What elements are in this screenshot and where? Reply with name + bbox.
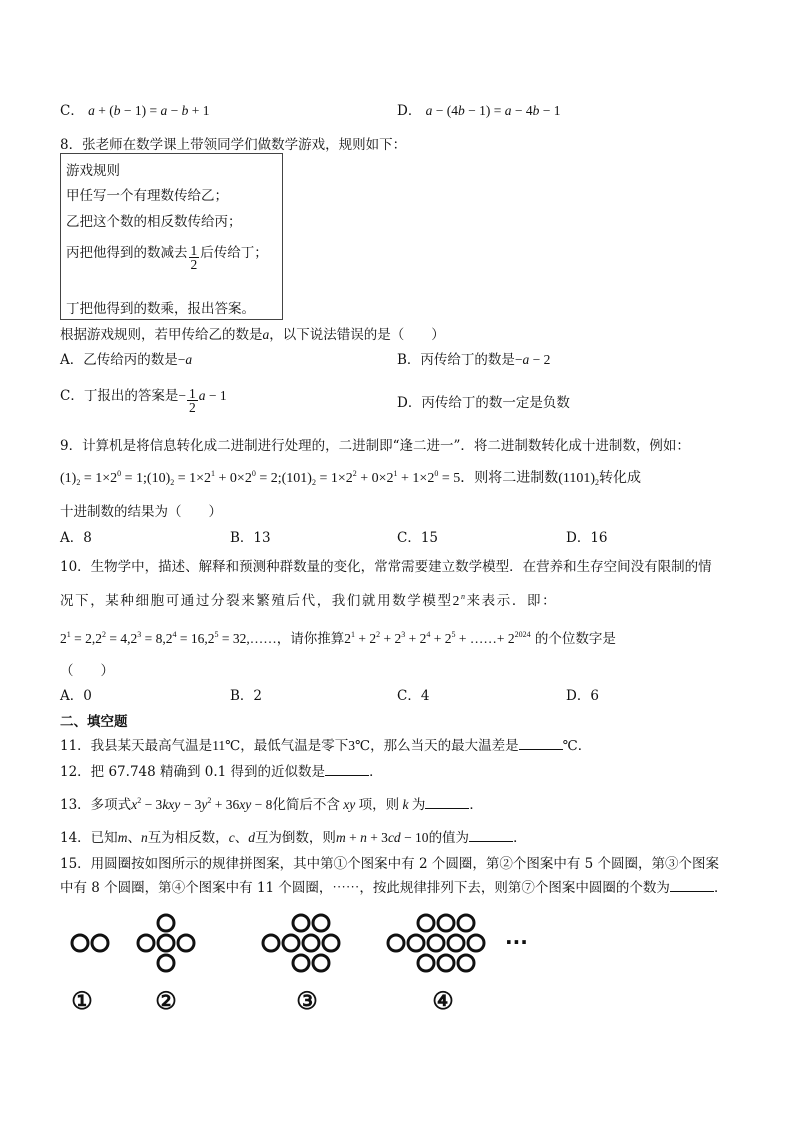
circle <box>158 915 174 931</box>
circle <box>388 935 404 951</box>
q11: 11．我县某天最高气温是11℃，最低气温是零下3℃，那么当天的最大温差是 ℃． <box>60 738 592 754</box>
q8-stem: 8．张老师在数学课上带领同学们做数学游戏，规则如下： <box>60 137 407 153</box>
circle <box>438 955 454 971</box>
q14: 14．已知m、n互为相反数，c、d互为倒数，则m + n + 3cd − 10的值为 ． <box>60 830 527 846</box>
pattern-ellipsis: ··· <box>505 930 528 954</box>
figure-label-3: ③ <box>296 986 318 1015</box>
q10-option-d: D．6 <box>566 688 599 704</box>
q13: 13．多项式$x^2 - 3kxy - 3y^2 + 36xy - 8$化简后不含 xy 项，则 k 为 ． <box>60 796 483 813</box>
q10-option-c: C．4 <box>397 688 430 704</box>
circle <box>72 935 88 951</box>
q8-option-b: B．丙传给丁的数是−a − 2 <box>397 352 551 368</box>
q8-option-c: C．丁报出的答案是− $\frac{1}{2}$ a − 1 <box>60 385 227 415</box>
figure-label-2: ② <box>155 986 177 1015</box>
pattern-2 <box>138 915 194 971</box>
circle <box>468 935 484 951</box>
circle <box>283 935 299 951</box>
circle <box>418 915 434 931</box>
q10-option-b: B．2 <box>230 688 263 704</box>
q10-line1: 10．生物学中，描述、解释和预测种群数量的变化，常常需要建立数学模型．在营养和生存空间没有限制的情 <box>60 559 712 575</box>
rules-title: 游戏规则 <box>66 163 120 179</box>
circle <box>458 955 474 971</box>
rule-3: 丙把他得到的数减去 $\frac{1}{2}$ 后传给丁； <box>66 242 268 272</box>
circle <box>313 955 329 971</box>
q10-line3: $2^1 = 2,2^2 = 4,2^3 = 8,2^4 = 16,2^5$ = 32,……，请你推算$2^1 + 2^2 + 2^3 + 2^4 + 2^5$ + ……+ $2^{2024}$ 的个位数字是 <box>60 630 616 647</box>
q15-line2: 中有 8 个圆圈，第④个图案中有 11 个圆圈，⋯⋯，按此规律排列下去，则第⑦个图案中圆圈的个数为 ． <box>60 880 728 896</box>
circle <box>448 935 464 951</box>
q12: 12．把 67.748 精确到 0.1 得到的近似数是 ． <box>60 764 383 780</box>
pattern-1 <box>72 935 108 951</box>
circle <box>158 935 174 951</box>
circle <box>293 955 309 971</box>
rule-2: 乙把这个数的相反数传给丙； <box>66 214 242 230</box>
q8-option-d: D．丙传给丁的数一定是负数 <box>397 395 570 411</box>
q15-line1: 15．用圆圈按如图所示的规律拼图案，其中第①个图案中有 2 个圆圈，第②个图案中有 5 个圆圈，第③个图案 <box>60 856 720 872</box>
q9-option-c: C．15 <box>397 530 439 546</box>
circle <box>303 935 319 951</box>
answer-blank <box>425 796 469 809</box>
rule-4: 丁把他得到的数乘，报出答案。 <box>66 301 255 317</box>
circle <box>178 935 194 951</box>
q9-stem: 9．计算机是将信息转化成二进制进行处理的，二进制即“逢二进一”．将二进制数转化成十进制数，例如： <box>60 438 690 454</box>
q9-option-d: D．16 <box>566 530 608 546</box>
circle <box>158 955 174 971</box>
q7-option-c: C． a + (b − 1) = a − b + 1 <box>60 103 210 119</box>
circle <box>313 915 329 931</box>
figure-label-4: ④ <box>432 986 454 1015</box>
circle <box>293 915 309 931</box>
pattern-4 <box>388 915 484 971</box>
q10-line2: 况下，某种细胞可通过分裂来繁殖后代，我们就用数学模型2$^n$来表示．即： <box>60 592 558 609</box>
answer-blank <box>670 879 714 892</box>
figure-label-1: ① <box>71 986 93 1015</box>
section-title: 二、填空题 <box>60 714 128 730</box>
circle <box>408 935 424 951</box>
q8-question: 根据游戏规则，若甲传给乙的数是a，以下说法错误的是（ ） <box>60 327 445 343</box>
q9-option-a: A．8 <box>60 530 92 546</box>
q9-examples: $(1)_2 = 1\times 2^0$ = $1;(10)_2 = 1\times 2^1 + 0\times 2^0$ = $2;(101)_2 = 1\times 2^2 + 0\times 2^1 + 1\times 2^0 = 5$．则将二进制数$(1101)_2$转化成 <box>60 469 642 487</box>
circle <box>418 955 434 971</box>
circle <box>428 935 444 951</box>
circle <box>438 915 454 931</box>
answer-blank <box>325 763 369 776</box>
q10-option-a: A．0 <box>60 688 92 704</box>
circle <box>263 935 279 951</box>
answer-blank <box>519 737 563 750</box>
answer-blank <box>469 829 513 842</box>
q10-line4: （ ） <box>60 663 114 679</box>
q7-option-d: D． a − (4b − 1) = a − 4b − 1 <box>397 103 561 119</box>
q9-line3: 十进制数的结果为（ ） <box>60 504 222 520</box>
q8-option-a: A．乙传给丙的数是−a <box>60 352 193 368</box>
pattern-3 <box>263 915 359 971</box>
rule-1: 甲任写一个有理数传给乙； <box>66 188 228 204</box>
circle <box>92 935 108 951</box>
circle <box>138 935 154 951</box>
q9-option-b: B．13 <box>230 530 271 546</box>
circle-pattern-figure <box>60 905 560 1020</box>
circle <box>458 915 474 931</box>
circle <box>323 935 339 951</box>
